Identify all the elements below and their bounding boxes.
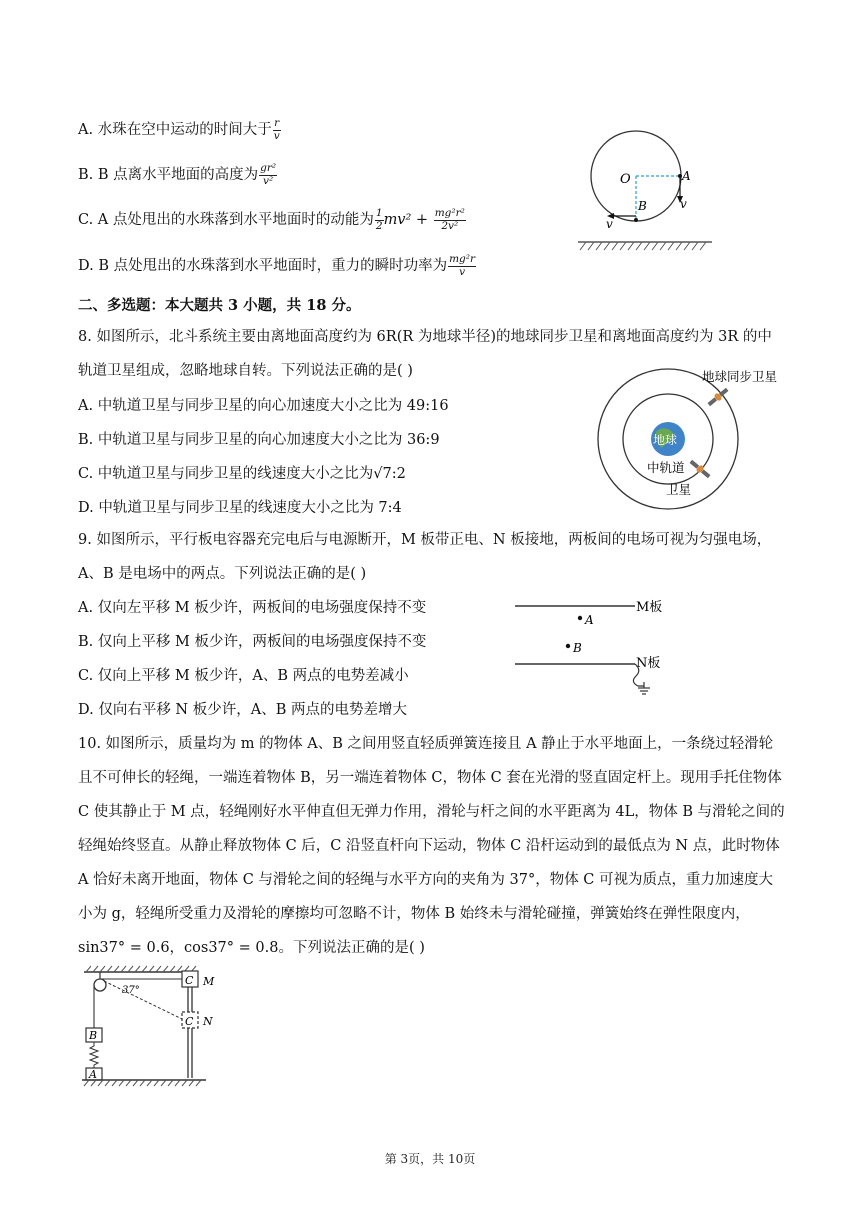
block-c-bottom-label: C bbox=[185, 1015, 194, 1028]
ground-symbol-icon bbox=[638, 682, 650, 694]
q7-option-b bbox=[78, 163, 277, 187]
fraction-numerator: gr² bbox=[260, 162, 277, 175]
floor-hatching bbox=[84, 1080, 201, 1086]
spring-icon bbox=[90, 1042, 98, 1068]
q9-capacitor-diagram bbox=[510, 590, 690, 700]
q8-orbit-diagram bbox=[590, 362, 800, 512]
rope-dashed-to-n bbox=[104, 981, 182, 1019]
fraction-numerator: 1 bbox=[375, 207, 383, 220]
ground-hatching bbox=[580, 242, 706, 250]
fraction-denominator: 2 bbox=[375, 219, 383, 232]
block-c-top-label: C bbox=[185, 974, 194, 987]
label-a: A bbox=[682, 169, 691, 183]
n-plate-label: N板 bbox=[636, 656, 661, 671]
q9-option-d: D. 仅向右平移 N 板少许，A、B 两点的电势差增大 bbox=[78, 702, 407, 718]
fraction-numerator: r bbox=[274, 117, 280, 130]
point-a-dot bbox=[578, 616, 582, 620]
q7-option-b-text: B. B 点离水平地面的高度为 bbox=[78, 167, 259, 183]
q8-stem: 8. 如图所示，北斗系统主要由离地面高度约为 6R(R 为地球半径)的地球同步卫星和离地面高度约为 3R 的中轨道卫星组成，忽略地球自转。下列说法正确的是( ) bbox=[78, 329, 772, 379]
fraction-denominator: 2v² bbox=[441, 219, 459, 232]
earth-label: 地球 bbox=[653, 433, 678, 447]
q8-option-d: D. 中轨道卫星与同步卫星的线速度大小之比为 7:4 bbox=[78, 500, 402, 516]
q8-option-c: C. 中轨道卫星与同步卫星的线速度大小之比为√7:2 bbox=[78, 466, 406, 482]
point-b-dot bbox=[566, 644, 570, 648]
label-b: B bbox=[638, 199, 647, 213]
fraction-numerator: mg²r² bbox=[434, 207, 465, 220]
angle-label: 37° bbox=[122, 985, 140, 996]
q7-option-d-fraction bbox=[448, 254, 476, 277]
mid-satellite-label-line1: 中轨道 bbox=[647, 460, 685, 475]
section-heading-multiple-choice: 二、多选题：本大题共 3 小题，共 18 分。 bbox=[78, 297, 361, 314]
q7-option-a-fraction bbox=[273, 118, 281, 141]
mid-satellite-label-line2: 卫星 bbox=[666, 482, 692, 497]
label-o: O bbox=[620, 172, 631, 187]
label-v-b: v bbox=[606, 217, 613, 231]
q7-option-c-half bbox=[375, 208, 384, 231]
q7-option-c-fraction bbox=[434, 208, 466, 231]
q8-option-b: B. 中轨道卫星与同步卫星的向心加速度大小之比为 36:9 bbox=[78, 432, 440, 448]
q7-circle-diagram bbox=[570, 128, 720, 258]
fraction-denominator: v bbox=[273, 129, 280, 142]
q7-option-d-text: D. B 点处甩出的水珠落到水平地面时，重力的瞬时功率为 bbox=[78, 258, 448, 274]
page-footer: 第 3页，共 10页 bbox=[384, 1152, 476, 1166]
q7-option-d bbox=[78, 254, 476, 278]
point-a-label: A bbox=[585, 613, 594, 627]
q7-option-a bbox=[78, 118, 281, 142]
q9-option-a: A. 仅向左平移 M 板少许，两板间的电场强度保持不变 bbox=[78, 600, 427, 616]
q7-option-b-fraction bbox=[259, 163, 277, 186]
point-b-dot bbox=[634, 218, 638, 222]
q7-option-c-mid: mv² + bbox=[383, 212, 433, 228]
label-v-a: v bbox=[680, 197, 687, 211]
q8-option-a: A. 中轨道卫星与同步卫星的向心加速度大小之比为 49:16 bbox=[78, 398, 449, 414]
q7-option-c-text: C. A 点处甩出的水珠落到水平地面时的动能为 bbox=[78, 212, 374, 228]
block-a-label: A bbox=[89, 1068, 97, 1081]
block-b-label: B bbox=[89, 1029, 98, 1042]
sync-satellite-label: 地球同步卫星 bbox=[702, 369, 778, 384]
q7-option-c bbox=[78, 208, 466, 232]
q9-stem: 9. 如图所示，平行板电容器充完电后与电源断开，M 板带正电、N 板接地，两板间的电场可视为匀强电场，A、B 是电场中的两点。下列说法正确的是( ) bbox=[78, 532, 772, 582]
q10-stem: 10. 如图所示，质量均为 m 的物体 A、B 之间用竖直轻质弹簧连接且 A 静止于水平地面上，一条绕过轻滑轮且不可伸长的轻绳，一端连着物体 B，另一端连着物体 C，物体 C 套在光滑的竖直固定杆上。现用手托住物体 C 使其静止于 M 点，轻绳刚好水平伸直但无弹力作用，滑轮与杆之间的水平距离为 4L，物体 B 与滑轮之间的轻绳始终竖直。从静止释放物体 C 后，C 沿竖直杆向下运动，物体 C 沿杆运动到的最低点为 N 点，此时物体 A 恰好未离开地面，物体 C 与滑轮之间的轻绳与水平方向的夹角为 37°，物体 C 可视为质点，重力加速度大小为 g，轻绳所受重力及滑轮的摩擦均可忽略不计，物体 B 始终未与滑轮碰撞，弹簧始终在弹性限度内，sin37° = 0.6，cos37° = 0.8。下列说法正确的是( ) bbox=[78, 736, 785, 956]
q9-option-b: B. 仅向上平移 M 板少许，两板间的电场强度保持不变 bbox=[78, 634, 427, 650]
point-n-label: N bbox=[203, 1015, 213, 1028]
fraction-numerator: mg²r bbox=[449, 253, 476, 266]
m-plate-label: M板 bbox=[636, 600, 663, 615]
q9-option-c: C. 仅向上平移 M 板少许，A、B 两点的电势差减小 bbox=[78, 668, 409, 684]
point-m-label: M bbox=[203, 975, 215, 988]
q7-option-a-text: A. 水珠在空中运动的时间大于 bbox=[78, 122, 272, 138]
point-b-label: B bbox=[573, 641, 582, 655]
q10-pulley-diagram bbox=[78, 964, 228, 1092]
fraction-denominator: v² bbox=[263, 174, 274, 187]
fraction-denominator: v bbox=[459, 265, 466, 278]
ceiling-hatching bbox=[86, 966, 196, 972]
